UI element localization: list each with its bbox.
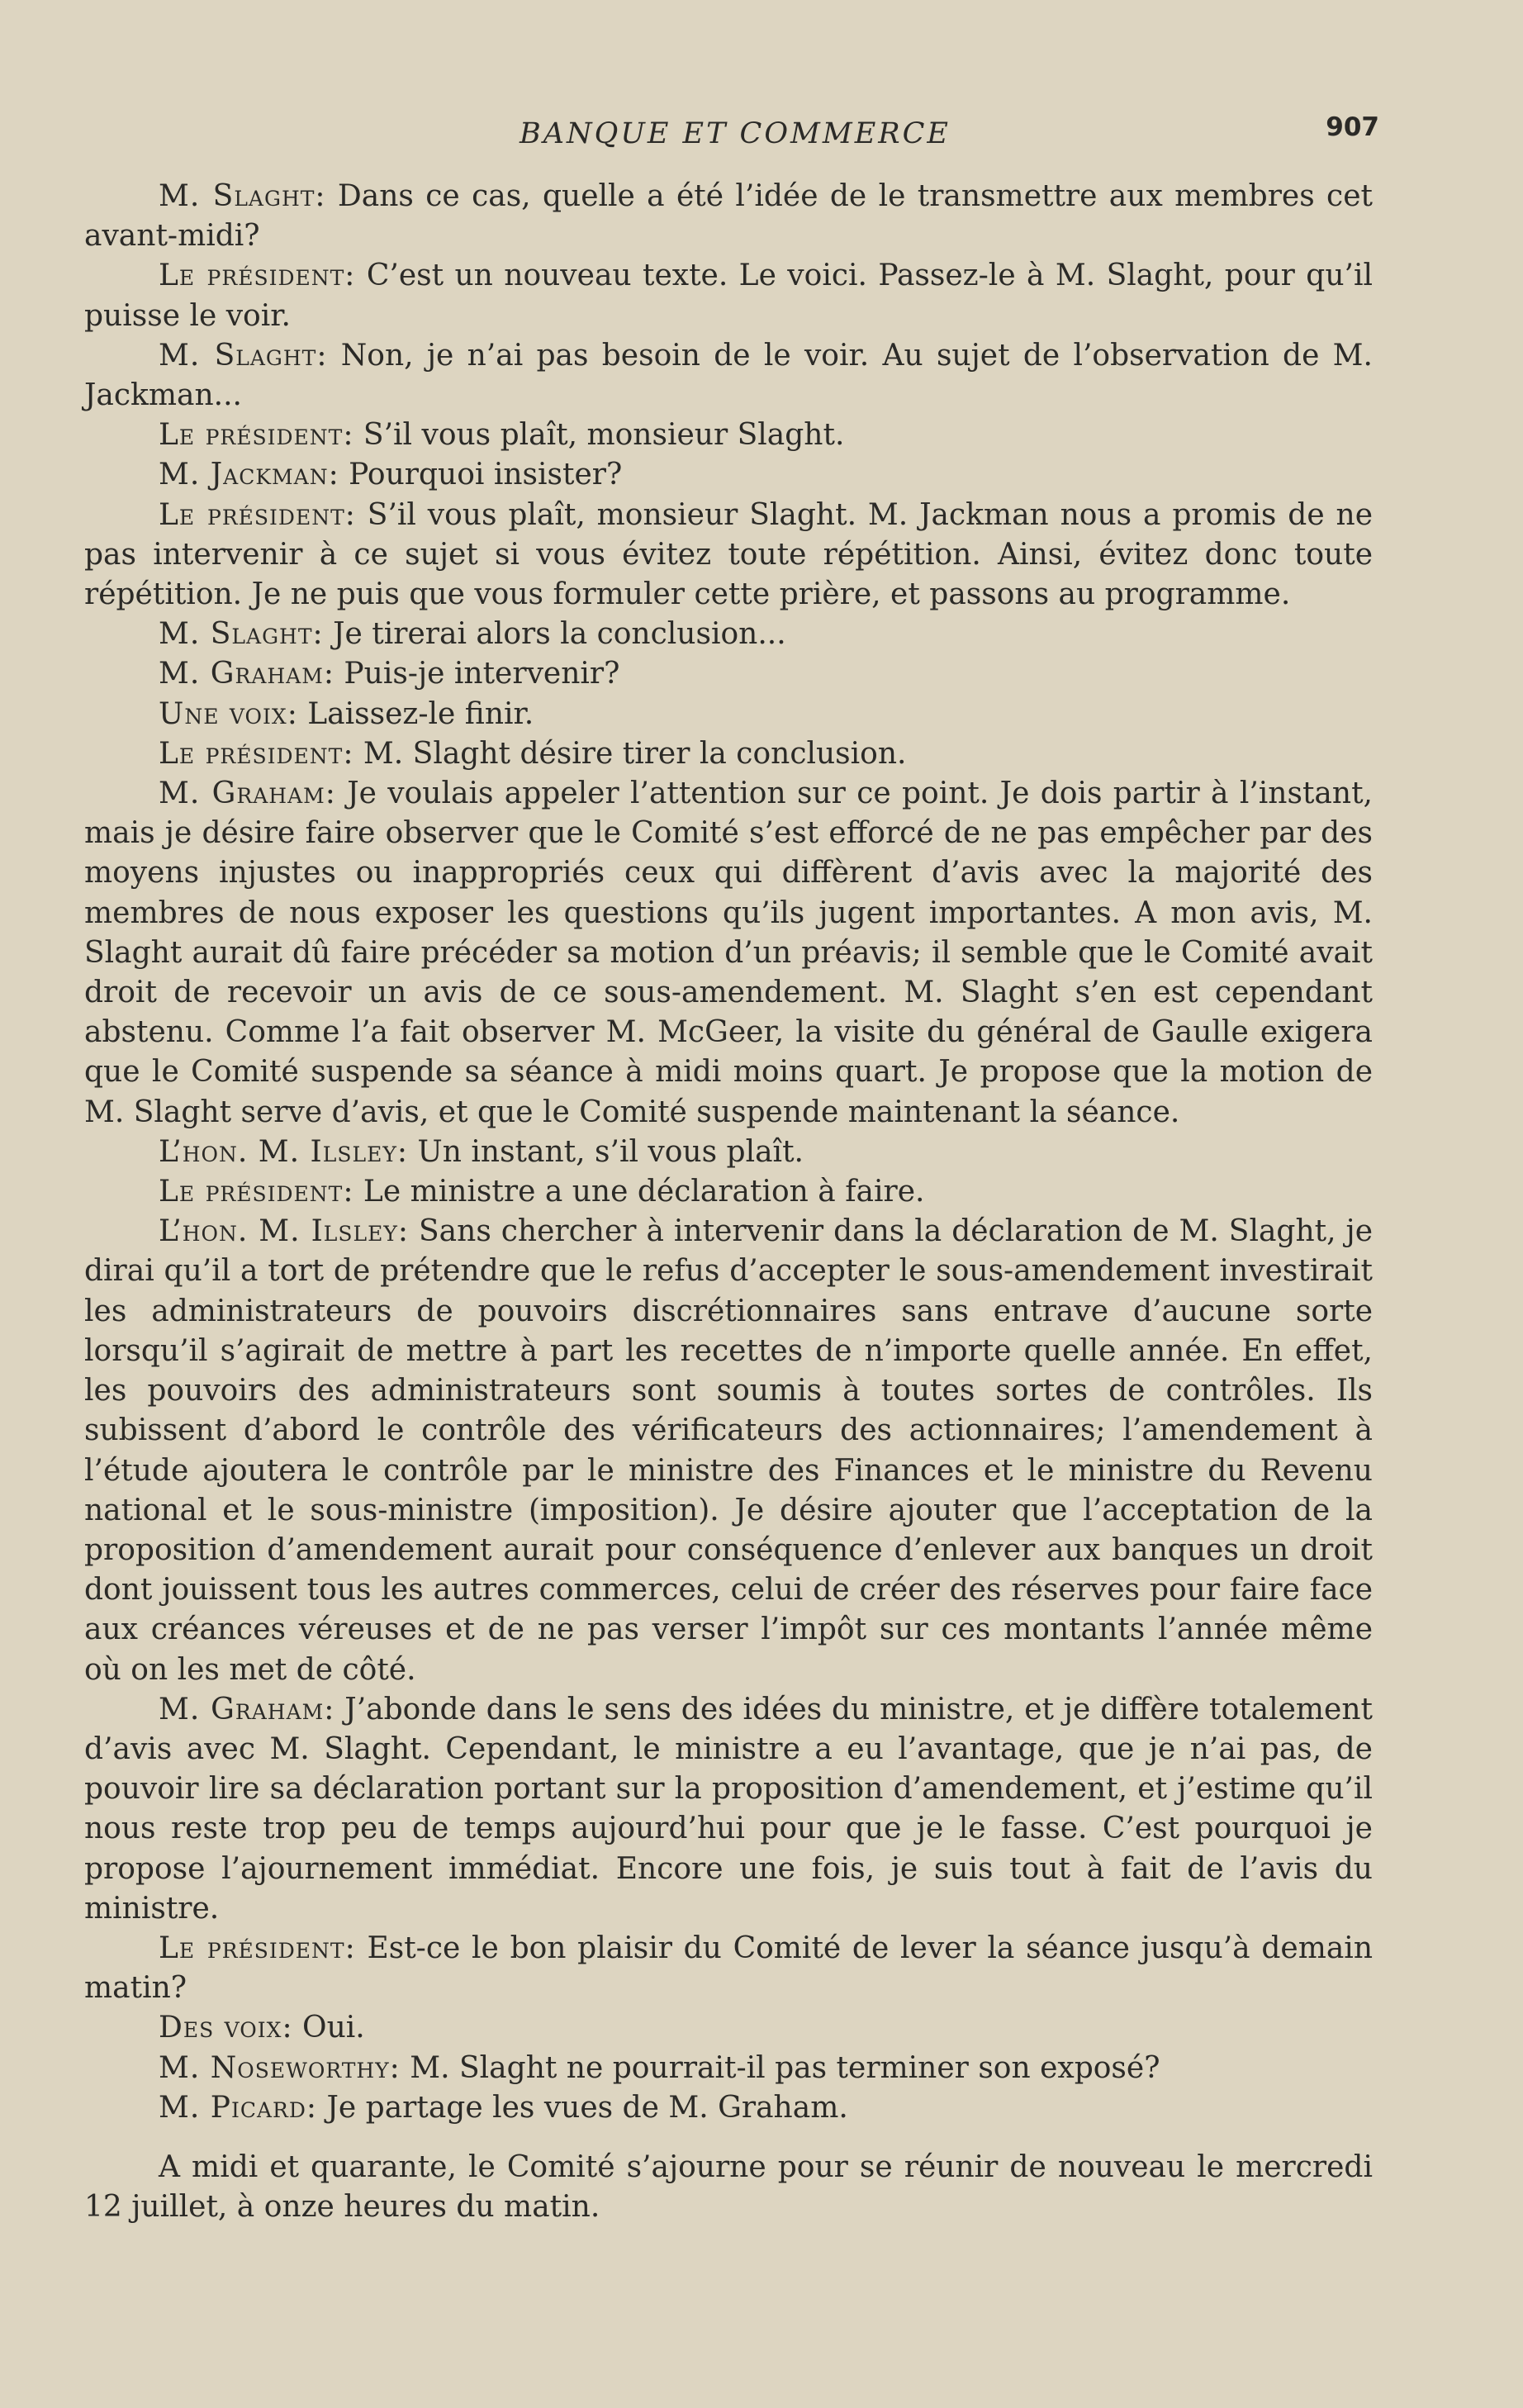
- transcript-paragraph: [84, 654, 1373, 694]
- transcript-paragraph: [84, 1929, 1373, 2008]
- speech-text: Le ministre a une déclaration à faire.: [353, 1175, 925, 1209]
- speaker-name: M. Slaght:: [159, 179, 326, 213]
- speaker-name: Le président:: [159, 259, 356, 293]
- speech-text: Non, je n’ai pas besoin de le voir. Au sujet de l’observation de M. Jackman...: [84, 338, 1373, 413]
- transcript-paragraph: [84, 496, 1373, 615]
- speaker-name: Le président:: [159, 497, 356, 532]
- speaker-name: M. Jackman:: [159, 458, 339, 492]
- speech-text: J’abonde dans le sens des idées du ministre, et je diffère totalement d’avis avec M. Slaght. Cependant, le ministre a eu l’avantage, que je n’ai pas, de pouvoir lire sa déclaration portant sur la proposition d’amendement, et j’estime qu’il nous reste trop peu de temps aujourd’hui pour que je le fasse. C’est pourquoi je propose l’ajournement immédiat. Encore une fois, je suis tout à fait de l’avis du ministre.: [84, 1692, 1373, 1926]
- transcript-paragraph: [84, 1133, 1373, 1172]
- speech-text: M. Slaght désire tirer la conclusion.: [353, 736, 907, 771]
- transcript-body: [84, 177, 1373, 2227]
- transcript-paragraph: [84, 695, 1373, 734]
- speech-text: S’il vous plaît, monsieur Slaght.: [353, 418, 845, 453]
- speech-text: Pourquoi insister?: [339, 458, 623, 492]
- speech-text: Je tirerai alors la conclusion...: [323, 617, 786, 652]
- transcript-paragraph: [84, 2049, 1373, 2088]
- speaker-name: M. Slaght:: [159, 617, 324, 652]
- speaker-name: L’hon. M. Ilsley:: [159, 1214, 410, 1249]
- transcript-paragraph: [84, 1172, 1373, 1212]
- speaker-name: M. Picard:: [159, 2090, 318, 2125]
- speech-text: S’il vous plaît, monsieur Slaght. M. Jackman nous a promis de ne pas intervenir à ce sujet si vous évitez toute répétition. Ainsi, évitez donc toute répétition. Je ne puis que vous formuler cette prière, et passons au programme.: [84, 497, 1373, 612]
- speaker-name: M. Noseworthy:: [159, 2050, 401, 2085]
- transcript-paragraph: [84, 615, 1373, 654]
- speaker-name: Des voix:: [159, 2011, 293, 2045]
- speech-text: Laissez-le finir.: [297, 696, 534, 731]
- transcript-paragraph: [84, 1212, 1373, 1689]
- transcript-paragraph: [84, 177, 1373, 256]
- transcript-paragraph: [84, 256, 1373, 335]
- speech-text: Oui.: [292, 2011, 365, 2045]
- speech-text: Puis-je intervenir?: [334, 657, 620, 691]
- transcript-paragraph: [84, 774, 1373, 1133]
- speech-text: Je partage les vues de M. Graham.: [317, 2090, 848, 2125]
- page-header: [91, 109, 1379, 159]
- speech-text: M. Slaght ne pourrait-il pas terminer son exposé?: [400, 2050, 1160, 2085]
- page-number: 907: [1326, 112, 1379, 142]
- speaker-name: L’hon. M. Ilsley:: [159, 1134, 408, 1169]
- speech-text: C’est un nouveau texte. Le voici. Passez-le à M. Slaght, pour qu’il puisse le voir.: [84, 259, 1374, 333]
- speech-text: Est-ce le bon plaisir du Comité de lever la séance jusqu’à demain matin?: [84, 1931, 1374, 2006]
- transcript-paragraph: [84, 734, 1373, 774]
- speaker-name: Le président:: [159, 418, 354, 453]
- transcript-paragraph: [84, 455, 1373, 495]
- speaker-name: M. Graham:: [159, 777, 336, 811]
- closing-paragraph: A midi et quarante, le Comité s’ajourne pour se réunir de nouveau le mercredi 12 juillet, à onze heures du matin.: [84, 2149, 1373, 2225]
- speech-text: Dans ce cas, quelle a été l’idée de le transmettre aux membres cet avant-midi?: [84, 179, 1373, 254]
- speaker-name: Une voix:: [159, 696, 298, 731]
- running-title: BANQUE ET COMMERCE: [520, 117, 951, 150]
- speech-text: Sans chercher à intervenir dans la déclaration de M. Slaght, je dirai qu’il a tort de prétendre que le refus d’accepter le sous-amendement investirait les administrateurs de pouvoirs discrétionnaires sans entrave d’aucune sorte lorsqu’il s’agirait de mettre à part les recettes de n’importe quelle année. En effet, les pouvoirs des administrateurs sont soumis à toutes sortes de contrôles. Ils subissent d’abord le contrôle des vérificateurs des actionnaires; l’amendement à l’étude ajoutera le contrôle par le ministre des Finances et le ministre du Revenu national et le sous-ministre (imposition). Je désire ajouter que l’acceptation de la proposition d’amendement aurait pour conséquence d’enlever aux banques un droit dont jouissent tous les autres commerces, celui de créer des réserves pour faire face aux créances véreuses et de ne pas verser l’impôt sur ces montants l’année même où on les met de côté.: [84, 1214, 1373, 1687]
- speaker-name: M. Graham:: [159, 657, 334, 691]
- speaker-name: Le président:: [159, 736, 354, 771]
- transcript-paragraph: [84, 2088, 1373, 2128]
- transcript-paragraph: [84, 336, 1373, 416]
- speaker-name: M. Graham:: [159, 1692, 335, 1726]
- transcript-paragraph: [84, 1690, 1373, 1929]
- speaker-name: Le président:: [159, 1175, 354, 1209]
- transcript-paragraph: [84, 416, 1373, 455]
- speaker-name: Le président:: [159, 1931, 356, 1965]
- speech-text: Je voulais appeler l’attention sur ce point. Je dois partir à l’instant, mais je désire faire observer que le Comité s’est efforcé de ne pas empêcher par des moyens injustes ou inappropriés ceux qui diffèrent d’avis avec la majorité des membres de nous exposer les questions qu’ils jugent importantes. A mon avis, M. Slaght aurait dû faire précéder sa motion d’un préavis; il semble que le Comité avait droit de recevoir un avis de ce sous-amendement. M. Slaght s’en est cependant abstenu. Comme l’a fait observer M. McGeer, la visite du général de Gaulle exigera que le Comité suspende sa séance à midi moins quart. Je propose que la motion de M. Slaght serve d’avis, et que le Comité suspende maintenant la séance.: [84, 777, 1373, 1129]
- speaker-name: M. Slaght:: [159, 338, 328, 373]
- transcript-paragraph: [84, 2008, 1373, 2048]
- speech-text: Un instant, s’il vous plaît.: [407, 1134, 804, 1169]
